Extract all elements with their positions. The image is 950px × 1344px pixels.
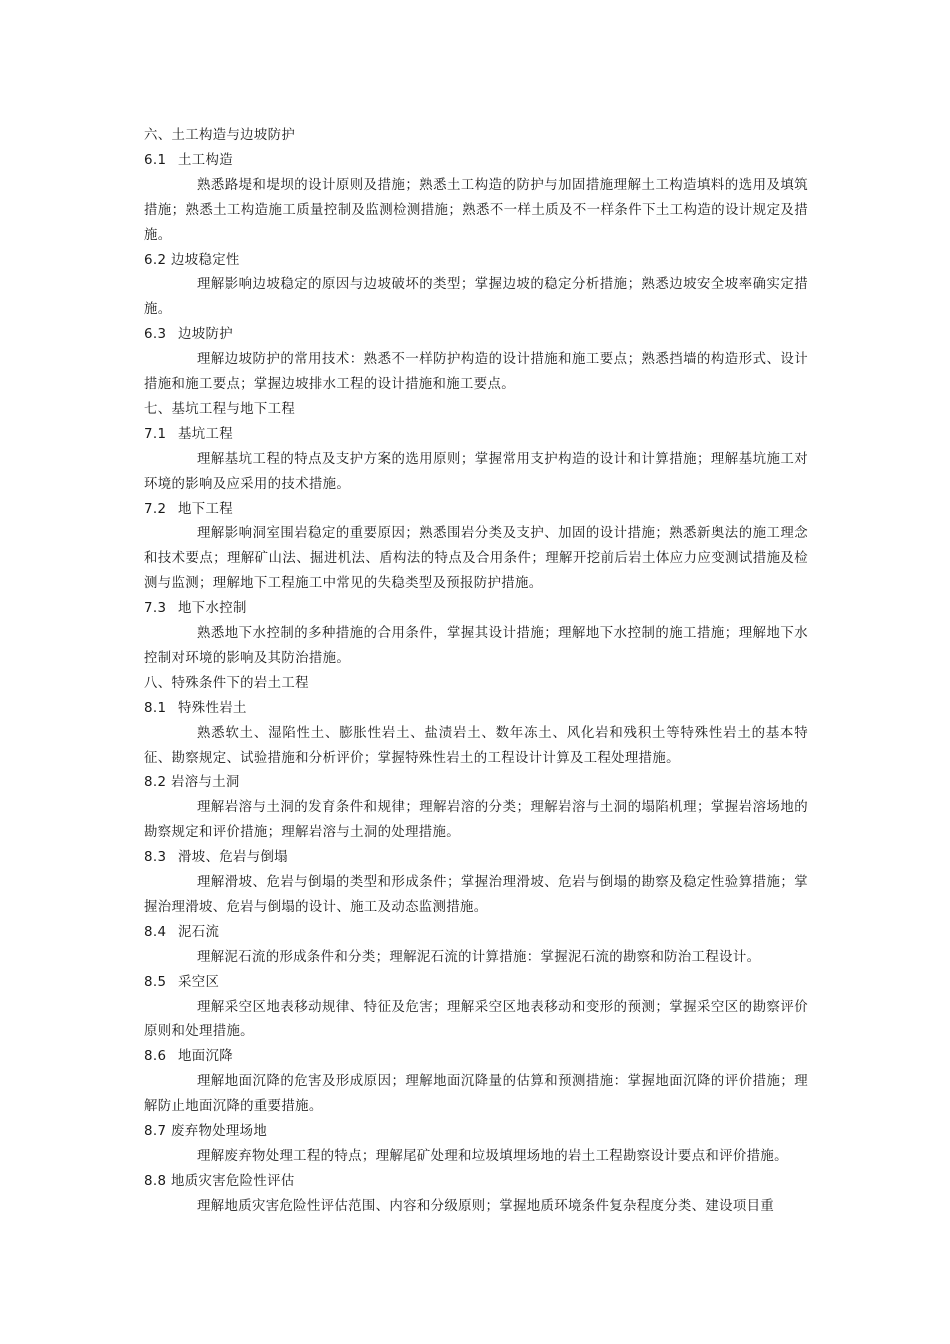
subsection-paragraph: 理解边坡防护的常用技术：熟悉不一样防护构造的设计措施和施工要点；熟悉挡墙的构造形式、设计措施和施工要点；掌握边坡排水工程的设计措施和施工要点。 xyxy=(144,352,808,392)
subsection-number: 7.2 xyxy=(144,501,167,517)
subsection-number: 8.3 xyxy=(144,850,167,866)
subsection-number: 7.3 xyxy=(144,601,167,617)
subsection-title xyxy=(144,323,808,348)
subsection-title xyxy=(144,971,808,996)
subsection-number: 8.7 xyxy=(144,1124,167,1140)
subsection-label: 边坡稳定性 xyxy=(170,252,240,268)
subsection-title xyxy=(144,771,808,796)
subsection-number: 8.5 xyxy=(144,974,167,990)
subsection-label: 地面沉降 xyxy=(178,1049,233,1065)
subsection-title xyxy=(144,597,808,622)
subsection-paragraph: 理解废弃物处理工程的特点；理解尾矿处理和垃圾填埋场地的岩土工程勘察设计要点和评价措施。 xyxy=(197,1148,788,1164)
subsection-title xyxy=(144,1045,808,1070)
subsection-label: 岩溶与土洞 xyxy=(170,775,240,791)
subsection-label: 基坑工程 xyxy=(178,426,233,442)
subsection-label: 地下水控制 xyxy=(178,601,247,617)
subsection-title xyxy=(144,846,808,871)
subsection-label: 地下工程 xyxy=(178,501,233,517)
subsection-number: 8.1 xyxy=(144,700,167,716)
subsection-title xyxy=(144,1120,808,1145)
document-body xyxy=(144,124,808,1220)
subsection-label: 泥石流 xyxy=(178,924,220,940)
subsection-label: 废弃物处理场地 xyxy=(170,1124,268,1140)
subsection-label: 采空区 xyxy=(178,974,220,990)
subsection-paragraph: 理解泥石流的形成条件和分类；理解泥石流的计算措施：掌握泥石流的勘察和防治工程设计。 xyxy=(197,949,761,965)
subsection-paragraph: 理解影响洞室围岩稳定的重要原因；熟悉围岩分类及支护、加固的设计措施；熟悉新奥法的施工理念和技术要点；理解矿山法、掘进机法、盾构法的特点及合用条件；理解开挖前后岩土体应力应变测试措施及检测与监测；理解地下工程施工中常见的失稳类型及预报防护措施。 xyxy=(144,526,808,592)
subsection-paragraph: 熟悉地下水控制的多种措施的合用条件，掌握其设计措施；理解地下水控制的施工措施；理解地下水控制对环境的影响及其防治措施。 xyxy=(144,626,808,666)
subsection-number: 6.1 xyxy=(144,152,167,168)
subsection-paragraph: 熟悉路堤和堤坝的设计原则及措施；熟悉土工构造的防护与加固措施理解土工构造填料的选用及填筑措施；熟悉土工构造施工质量控制及监测检测措施；熟悉不一样土质及不一样条件下土工构造的设计规定及措施。 xyxy=(144,177,808,243)
section-heading: 八、特殊条件下的岩土工程 xyxy=(144,675,309,691)
subsection-title xyxy=(144,149,808,174)
subsection-paragraph: 理解影响边坡稳定的原因与边坡破坏的类型；掌握边坡的稳定分析措施；熟悉边坡安全坡率确实定措施。 xyxy=(144,277,808,318)
subsection-title xyxy=(144,921,808,946)
subsection-number: 7.1 xyxy=(144,426,167,442)
subsection-label: 特殊性岩土 xyxy=(178,700,247,716)
section-heading: 七、基坑工程与地下工程 xyxy=(144,401,296,417)
subsection-number: 8.8 xyxy=(144,1173,167,1189)
subsection-label: 地质灾害危险性评估 xyxy=(170,1173,295,1189)
subsection-paragraph: 熟悉软土、湿陷性土、膨胀性岩土、盐渍岩土、数年冻土、风化岩和残积土等特殊性岩土的基本特征、勘察规定、试验措施和分析评价；掌握特殊性岩土的工程设计计算及工程处理措施。 xyxy=(144,725,808,766)
subsection-number: 8.2 xyxy=(144,775,167,791)
subsection-label: 滑坡、危岩与倒塌 xyxy=(178,850,288,866)
subsection-number: 8.4 xyxy=(144,924,167,940)
subsection-paragraph: 理解地质灾害危险性评估范围、内容和分级原则；掌握地质环境条件复杂程度分类、建设项目重 xyxy=(197,1198,775,1214)
subsection-paragraph: 理解采空区地表移动规律、特征及危害；理解采空区地表移动和变形的预测；掌握采空区的勘察评价原则和处理措施。 xyxy=(144,999,808,1040)
subsection-title xyxy=(144,1170,808,1195)
subsection-paragraph: 理解基坑工程的特点及支护方案的选用原则；掌握常用支护构造的设计和计算措施；理解基坑施工对环境的影响及应采用的技术措施。 xyxy=(144,451,808,492)
subsection-title xyxy=(144,249,808,274)
subsection-title xyxy=(144,423,808,448)
subsection-number: 8.6 xyxy=(144,1049,167,1065)
section-heading: 六、土工构造与边坡防护 xyxy=(144,128,296,143)
subsection-number: 6.3 xyxy=(144,327,167,343)
subsection-paragraph: 理解滑坡、危岩与倒塌的类型和形成条件；掌握治理滑坡、危岩与倒塌的勘察及稳定性验算措施；掌握治理滑坡、危岩与倒塌的设计、施工及动态监测措施。 xyxy=(144,875,808,915)
subsection-title xyxy=(144,697,808,722)
subsection-label: 边坡防护 xyxy=(178,327,233,343)
subsection-title xyxy=(144,498,808,523)
subsection-paragraph: 理解岩溶与土洞的发育条件和规律；理解岩溶的分类；理解岩溶与土洞的塌陷机理；掌握岩溶场地的勘察规定和评价措施；理解岩溶与土洞的处理措施。 xyxy=(144,800,808,841)
subsection-number: 6.2 xyxy=(144,252,167,268)
subsection-paragraph: 理解地面沉降的危害及形成原因；理解地面沉降量的估算和预测措施：掌握地面沉降的评价措施；理解防止地面沉降的重要措施。 xyxy=(144,1074,808,1115)
subsection-label: 土工构造 xyxy=(178,152,233,168)
